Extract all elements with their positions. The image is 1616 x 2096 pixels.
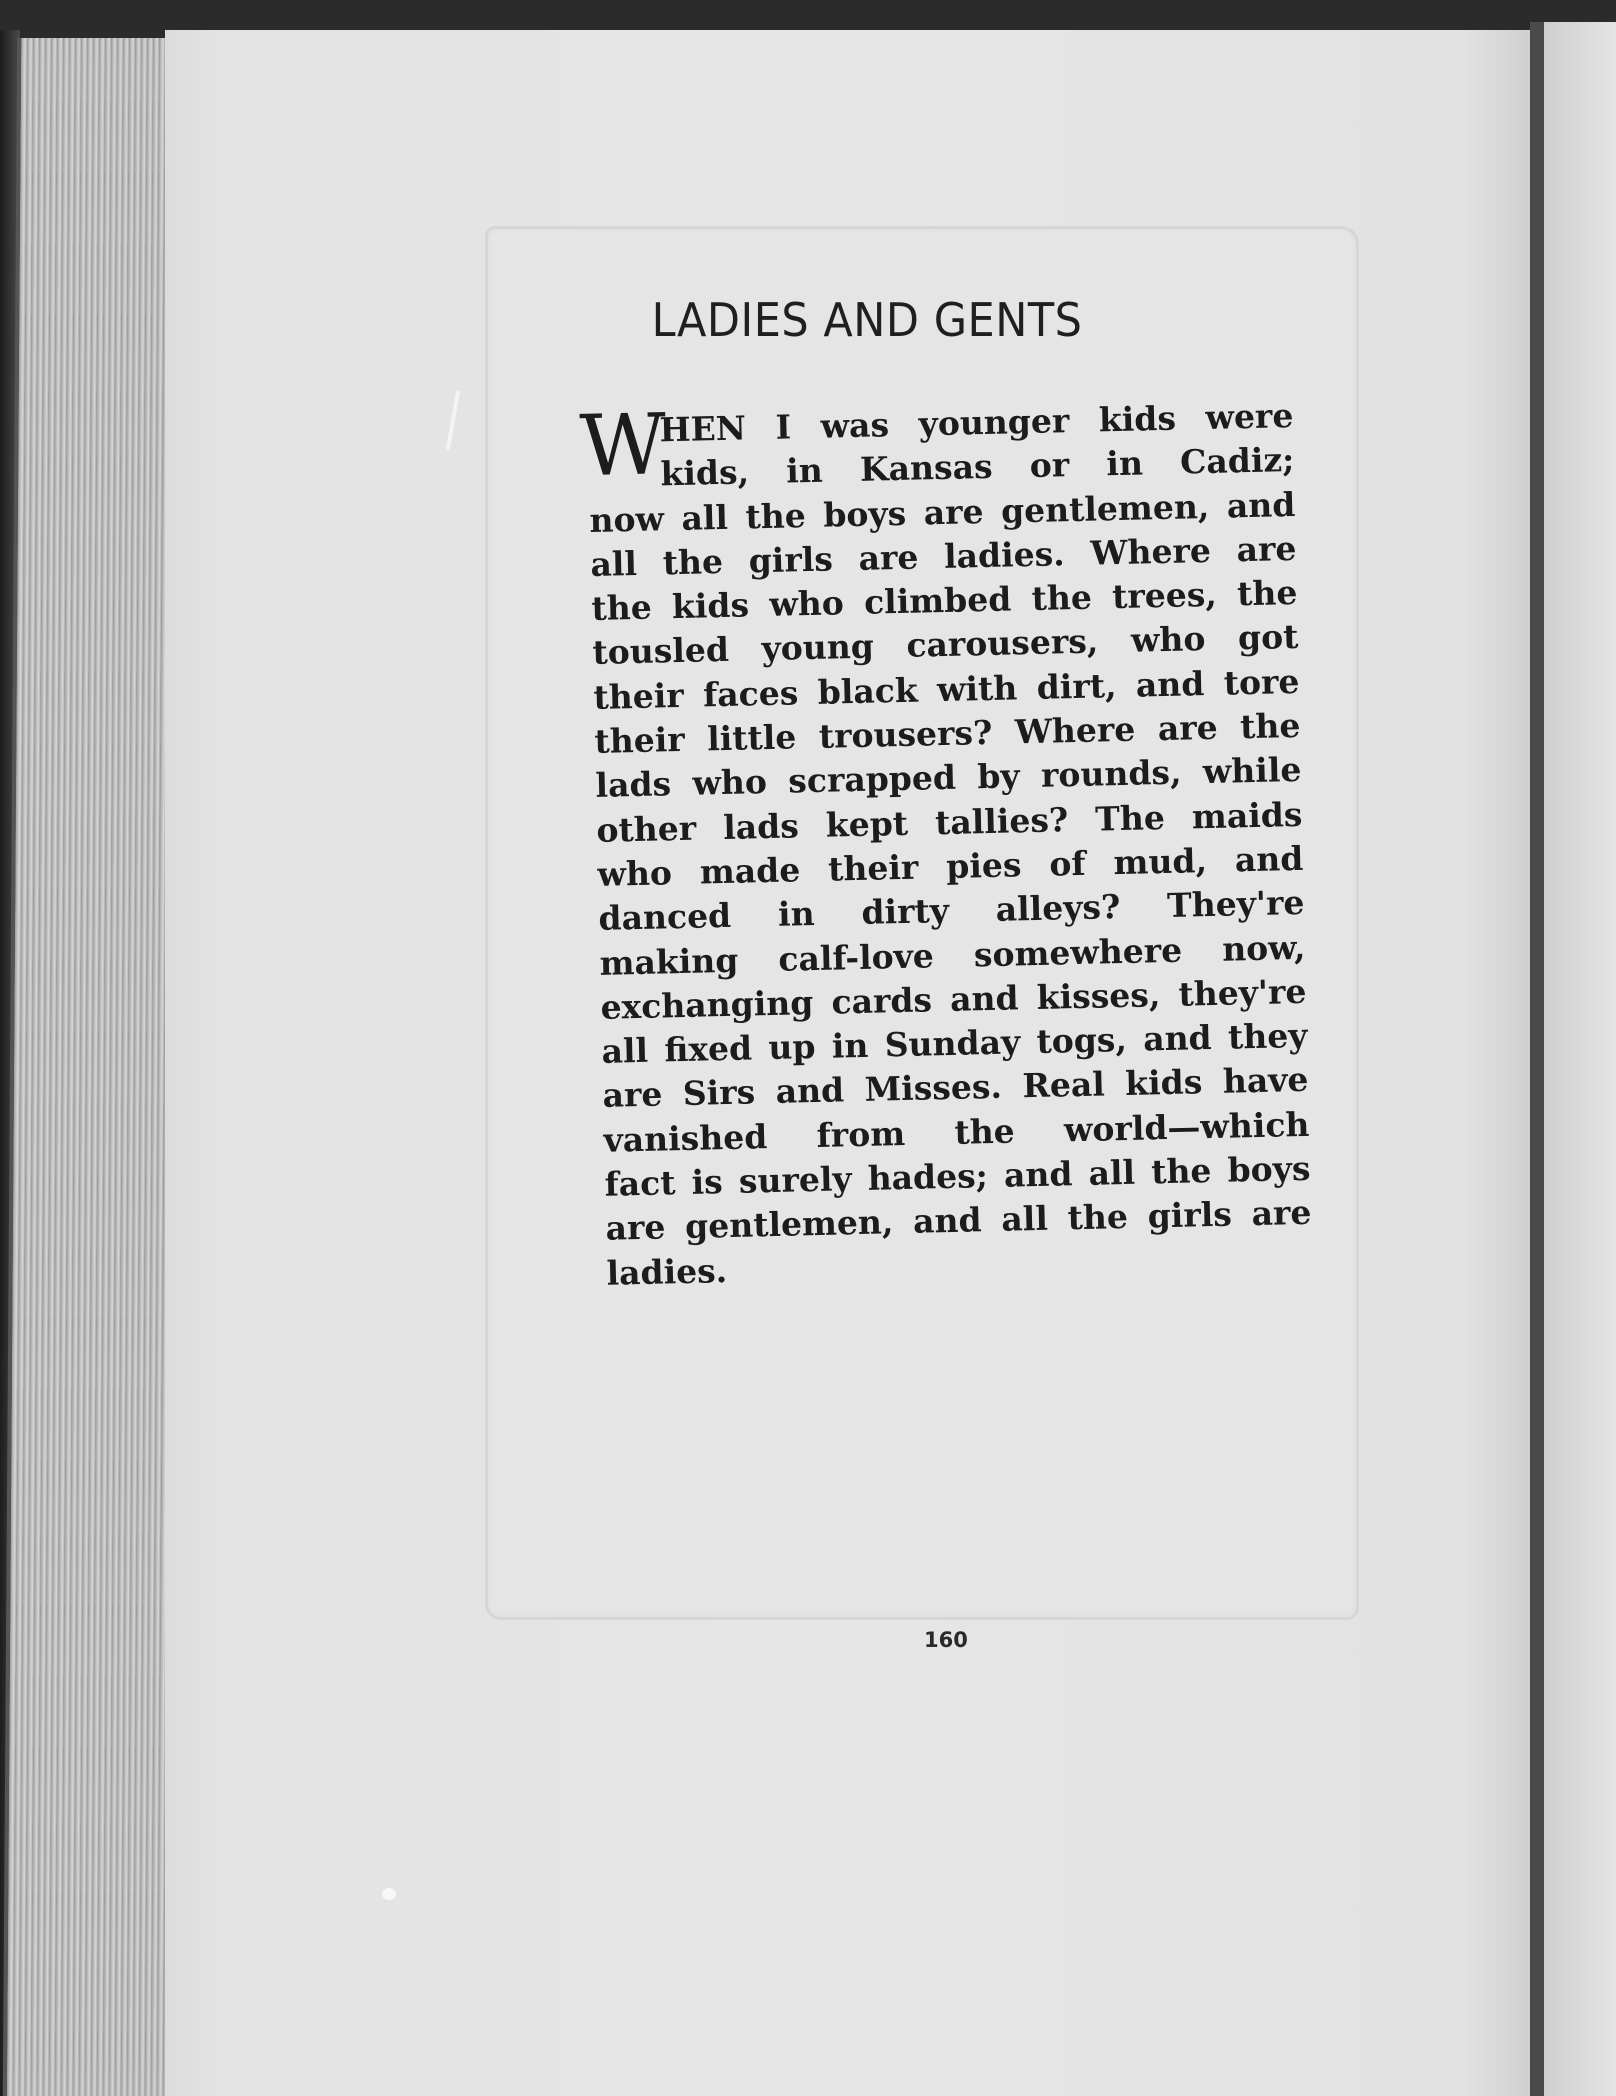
- paper-mark: [446, 390, 460, 450]
- text-line: kids, in Kansas or in Cadiz;: [660, 440, 1295, 494]
- poem-body: [578, 394, 1313, 1296]
- text-line: the kids who climbed the trees, the: [591, 573, 1298, 629]
- text-line: their little trousers? Where are the: [594, 705, 1301, 761]
- text-line: danced in dirty alleys? They're: [598, 883, 1305, 939]
- text-line: vanished from the world—which: [603, 1104, 1310, 1160]
- text-line: HEN I was younger kids were: [659, 395, 1294, 450]
- text-line: making calf-love somewhere now,: [599, 927, 1306, 983]
- text-line: now all the boys are gentlemen, and: [589, 484, 1296, 540]
- paper-speck: [382, 1888, 396, 1900]
- text-line: lads who scrapped by rounds, while: [595, 750, 1302, 806]
- text-line: fact is surely hades; and all the boys: [604, 1148, 1311, 1204]
- page-title-text: LADIES AND GENTS: [651, 294, 1083, 348]
- page-number: 160: [924, 1628, 968, 1652]
- text-line: all fixed up in Sunday togs, and they: [601, 1015, 1308, 1071]
- page-title: [0, 294, 1616, 348]
- text-line: are gentlemen, and all the girls are: [605, 1193, 1312, 1249]
- text-line: who made their pies of mud, and: [597, 838, 1304, 894]
- text-line: exchanging cards and kisses, they're: [600, 971, 1307, 1027]
- text-line: other lads kept tallies? The maids: [596, 794, 1303, 850]
- text-line: all the girls are ladies. Where are: [590, 528, 1297, 584]
- drop-cap: W: [578, 395, 668, 496]
- text-line: their faces black with dirt, and tore: [593, 661, 1300, 717]
- text-line: ladies.: [606, 1250, 728, 1293]
- text-line: are Sirs and Misses. Real kids have: [602, 1060, 1309, 1116]
- text-line: tousled young carousers, who got: [592, 617, 1299, 673]
